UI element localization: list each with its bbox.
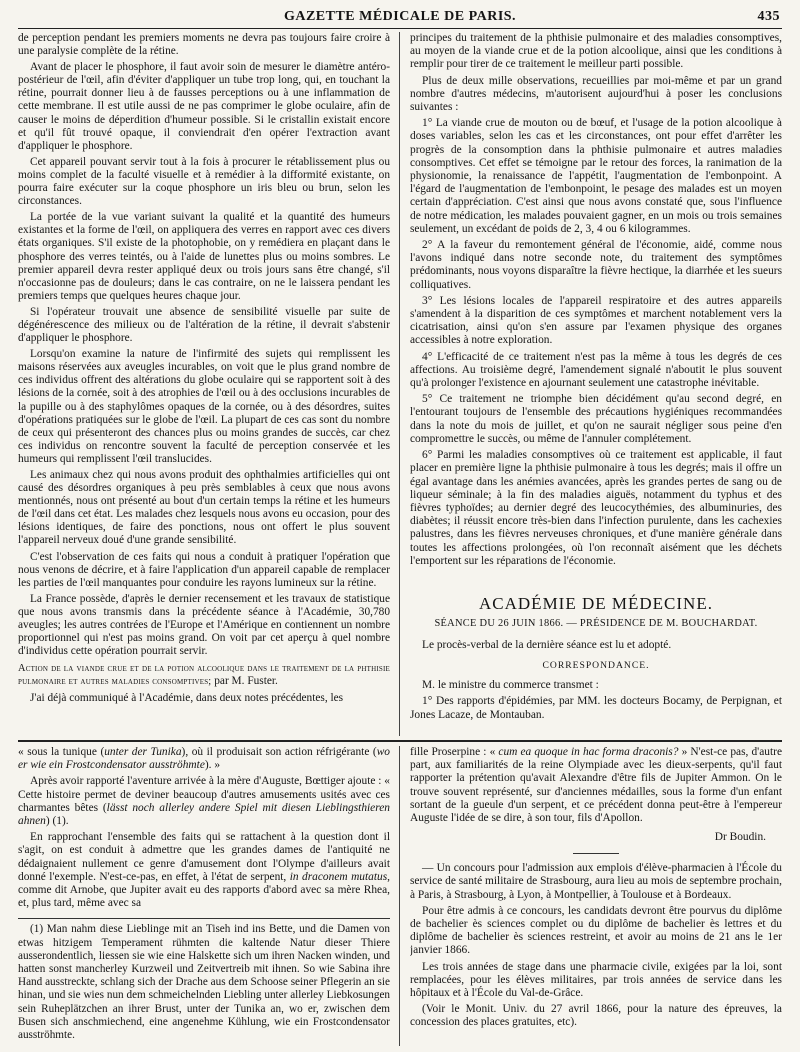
lower-right-column (410, 746, 782, 1046)
paragraph: principes du traitement de la phthisie pulmonaire et des maladies consomptives, au moyen de la viande crue et de la potion alcoolique, ainsi que les conditions à remplir pour tirer de ce traitement le meilleur parti possible. (410, 32, 782, 71)
paragraph: 5° Ce traitement ne triomphe bien décidément qu'au second degré, en l'entourant toujours de l'ensemble des précautions hygiéniques recommandées dans la note du mois de juillet, et qu'on ne saurait négliger sous peine d'en compromettre le succès, ou même de l'annuler complétement. (410, 393, 782, 445)
paragraph: 1° La viande crue de mouton ou de bœuf, et l'usage de la potion alcoolique à doses variables, selon les cas et les circonstances, ont pour effet d'arrêter les progrès de la consomption dans la phthisie pulmonaire et autres maladies consomptives. Cet effet se témoigne par le retour des forces, la ranimation de la physionomie, la renaissance de l'appétit, l'augmentation de l'embonpoint. A l'égard de l'augmentation de l'embonpoint, le pesage des malades est un moyen certain d'appréciation. C'est ainsi que nous avons constaté que, sous l'influence de notre médication, les malades pouvaient gagner, en un mois ou trois semaines seulement, un excédant de poids de 2, 3, 4 ou 6 kilogrammes. (410, 117, 782, 235)
article-title: Action de la viande crue et de la potion alcoolique dans le traitement de la phthisie pulmonaire et autres maladies consomptives; (18, 663, 390, 688)
paragraph: La France possède, d'après le dernier recensement et les travaux de statistique que nous avons transmis dans la précédente séance à l'Académie, 30,780 aveugles; les autres contrées de l'Europe et l'Amérique en contiennent un nombre proportionnel qui n'est pas moins grand. On voit par cet aperçu à quel nombre d'individus cette opération pourrait servir. (18, 592, 390, 658)
paragraph: La portée de la vue variant suivant la qualité et la quantité des humeurs existantes et la forme de l'œil, on appliquera des verres en rapport avec ces divers états organiques. S'il existe de la photophobie, on y remédiera en plaçant dans le phosphore des verres teintés, ou à l'aide de lunettes plus ou moins sombres. Le premier appareil devra rester appliqué deux ou trois jours sans être changé, s'il n'occasionne pas de douleurs; dans le cas contraire, on ne le laissera pendant les premiers temps que quelques heures chaque jour. (18, 211, 390, 302)
paragraph: Avant de placer le phosphore, il faut avoir soin de mesurer le diamètre antéro-postérieur de l'œil, afin d'éviter d'appliquer un tube trop long, qui, en touchant la rétine, pourrait donner lieu à de fausses perceptions ou à une inflammation de cette membrane. Il est utile aussi de ne pas comprimer le globe oculaire, afin de causer le moins de déperdition d'humeur possible. Si le cristallin existait encore et qu'il fût trouvé opaque, il conviendrait d'en opérer l'extraction avant d'appliquer le phosphore. (18, 61, 390, 152)
academie-heading: ACADÉMIE DE MÉDECINE. (479, 593, 713, 613)
running-head (18, 6, 782, 29)
article-author: par M. Fuster. (214, 675, 278, 688)
paragraph: — Un concours pour l'admission aux emplois d'élève-pharmacien à l'École du service de santé militaire de Strasbourg, aura lieu au mois de septembre prochain, à Paris, à Strasbourg, à Lyon, à Montpellier, à Toulouse et à Bordeaux. (410, 862, 782, 901)
paragraph: Si l'opérateur trouvait une absence de sensibilité visuelle par suite de dégénérescence des milieux ou de l'altération de la rétine, il devrait s'abstenir d'appliquer le phosphore. (18, 305, 390, 345)
seance-line: SÉANCE DU 26 JUIN 1866. — PRÉSIDENCE DE M. BOUCHARDAT. (434, 617, 758, 629)
column-divider (399, 32, 400, 736)
footnote (18, 918, 390, 1042)
paragraph: 1° Des rapports d'épidémies, par MM. les docteurs Bocamy, de Perpignan, et Jones Lacaze, de Montauban. (410, 695, 782, 721)
article-heading (18, 662, 390, 688)
journal-title: GAZETTE MÉDICALE DE PARIS. (283, 9, 517, 24)
paragraph: Plus de deux mille observations, recueillies par moi-même et par un grand nombre d'autres médecins, m'autorisent aujourd'hui à poser les conclusions suivantes : (410, 74, 782, 114)
horizontal-rule (18, 740, 782, 742)
paragraph: Les trois années de stage dans une pharmacie civile, exigées par la loi, sont remplacées, pour les élèves militaires, par trois années de service dans les hôpitaux et à l'École du Val-de-Grâce. (410, 960, 782, 1000)
newspaper-page (18, 6, 782, 1046)
paragraph: Le procès-verbal de la dernière séance est lu et adopté. (422, 638, 672, 651)
signature: Dr Boudin. (714, 831, 766, 844)
paragraph: Cet appareil pouvant servir tout à la fois à procurer le rétablissement plus ou moins complet de la faculté visuelle et à remédier à la difformité existante, on pourra faire exécuter sur la coque phosphore un iris bleu ou brun, selon les circonstances. (18, 155, 390, 208)
lower-left-column (18, 746, 390, 1046)
paragraph: 6° Parmi les maladies consomptives où ce traitement est applicable, il faut placer en première ligne la phthisie pulmonaire à tous les degrés; mais il offre un égal avantage dans les anémies avancées, après les grandes pertes de sang ou de liqueur séminale; à la fin des maladies aiguës, notamment du typhus et des fièvres typhoïdes; au dernier degré des leucocythémies, des albuminuries, des diabètes; il réussit encore très-bien dans l'infection purulente, dans les cachexies palustres, dans les fièvres nerveuses chroniques, et d'une manière générale dans toutes les affections prolongées, où l'on reconnaît aisément que les déchets l'emportent sur les réparations de l'économie. (410, 449, 782, 567)
correspondance-heading: CORRESPONDANCE. (542, 660, 650, 672)
footnote-text: (1) Man nahm diese Lieblinge mit an Tiseh ind ins Bette, und die Damen von etwas hitzigem Temperament rühmten die kaltende Natur dieser Thiere ausserondentlich, liessen sie wie eine Halskette sich um ihren Nacken winden, und hatten sonst mancherley Kurzweil und Zeitvertreib mit ihnen. So wie Sabina ihre Hand ausstreckte, schlang sich der Drache aus dem Schoose seiner Pflegerin an sie hinan, und sie wies nun dem schmeichelnden Liebling unter allerley Liebkosungen sein Ruheplätzchen an ihrer Brust, unter der Tunika an, wo er, zwischen dem Busen sich anschmiechend, eine angenehme Kühlung, wie ein Frostcondensator ausströhmte. (18, 923, 390, 1042)
paragraph: 3° Les lésions locales de l'appareil respiratoire et des autres appareils s'amendent à la disparition de ces symptômes et marchent notablement vers la cicatrisation, ainsi qu'on s'en assure par l'examen physique des organes accessibles à notre exploration. (410, 294, 782, 347)
paragraph: C'est l'observation de ces faits qui nous a conduit à pratiquer l'opération que nous venons de décrire, et à faire l'application d'un appareil capable de remplacer les parties de l'œil manquantes pour conduire les rayons lumineux sur la rétine. (18, 550, 390, 589)
paragraph: Lorsqu'on examine la nature de l'infirmité des sujets qui remplissent les maisons réservées aux aveugles incurables, on voit que le plus grand nombre de ces individus offrent des altérations du globe oculaire qui se rapportent soit à des lésions de la cornée, soit à des atrophies de l'œil ou à des occlusions incurables de la pupille ou à des staphylômes opaques de la cornée, ou à des désordres, suites d'opérations pratiquées sur le globe de l'œil. La plupart de ces cas sont du nombre de ceux qui présenteront des chances plus ou moins grandes de succès, car chez ces individus on rencontre souvent la faculté de perception conservée et les humeurs qui remplissent l'œil translucides. (18, 348, 390, 465)
column-divider (399, 746, 400, 1046)
paragraph: Après avoir rapporté l'aventure arrivée à la mère d'Auguste, Bœttiger ajoute : « Cette histoire permet de deviner beaucoup d'autres amusements usités avec ces charmantes bêtes (lässt noch allerley andere Spiel mit diesen Lieblingsthieren ahnen) (1). (18, 775, 390, 828)
paragraph: Les animaux chez qui nous avons produit des ophthalmies artificielles qui ont causé des désordres organiques à peu près semblables à ceux que nous avons mentionnés, nous ont présenté au bout d'un certain temps la rétine et les humeurs de l'œil dans cet état. Les malades chez lesquels nous avons eu occasion, pour des lésions identiques, de faire des ponctions, nous ont offert le plus souvent l'appareil nerveux doué d'une grande sensibilité. (18, 469, 390, 547)
short-divider (573, 853, 619, 854)
paragraph: de perception pendant les premiers moments ne devra pas toujours faire croire à une paralysie complète de la rétine. (18, 32, 390, 58)
upper-columns (18, 32, 782, 736)
upper-left-column (18, 32, 390, 736)
paragraph: « sous la tunique (unter der Tunika), où il produisait son action réfrigérante (wo er wie ein Frostcondensator ausströhmte). » (18, 746, 390, 772)
paragraph: Pour être admis à ce concours, les candidats devront être pourvus du diplôme de bachelier ès sciences complet ou du diplôme de bachelier ès lettres et du diplôme de bachelier ès sciences restreint, et avoir au moins de 21 ans le 1er janvier 1866. (410, 904, 782, 957)
paragraph: 2° A la faveur du remontement général de l'économie, aidé, comme nous l'avons indiqué dans notre seconde note, du traitement des symptômes prédominants, nous voyons disparaître la fièvre hectique, la diarrhée et les sueurs colliquatives. (410, 239, 782, 291)
paragraph: J'ai déjà communiqué à l'Académie, dans deux notes précédentes, les (30, 691, 344, 704)
lower-columns (18, 746, 782, 1046)
paragraph: M. le ministre du commerce transmet : (422, 679, 599, 692)
paragraph: En rapprochant l'ensemble des faits qui se rattachent à la question dont il s'agit, on est conduit à admettre que les grandes dames de l'antiquité ne dédaignaient nullement ce genre d'amusement dont l'Olympe d'ailleurs avait donné l'exemple. N'est-ce-pas, en effet, à l'état de serpent, in draconem mutatus, comme dit Arnobe, que Jupiter avait eu des rapports d'abord avec sa mère Rhea, et, plus tard, même avec sa (18, 831, 390, 910)
paragraph: 4° L'efficacité de ce traitement n'est pas la même à tous les degrés de ces affections. Au troisième degré, l'amendement signalé n'aboutit le plus souvent qu'à prolonger l'existence en ajournant seulement une catastrophe inévitable. (410, 350, 782, 390)
paragraph: fille Proserpine : « cum ea quoque in hac forma draconis? » N'est-ce pas, d'autre part, aux familiarités de la reine Olympiade avec les dieux-serpents, qu'il faut rapporter la prétention qu'avait Alexandre d'être fils de Jupiter Ammon. On le trouve souvent représenté, sur d'anciennes médailles, sous la forme d'un enfant sortant de la gueule d'un serpent, et ce précédent donna peut-être à l'empereur Auguste l'idée de se dire, à son tour, fils d'Apollon. (410, 746, 782, 825)
upper-right-column (410, 32, 782, 736)
page-number: 435 (757, 9, 780, 24)
paragraph: (Voir le Monit. Univ. du 27 avril 1866, pour la nature des épreuves, la concession des places gratuites, etc). (410, 1003, 782, 1029)
